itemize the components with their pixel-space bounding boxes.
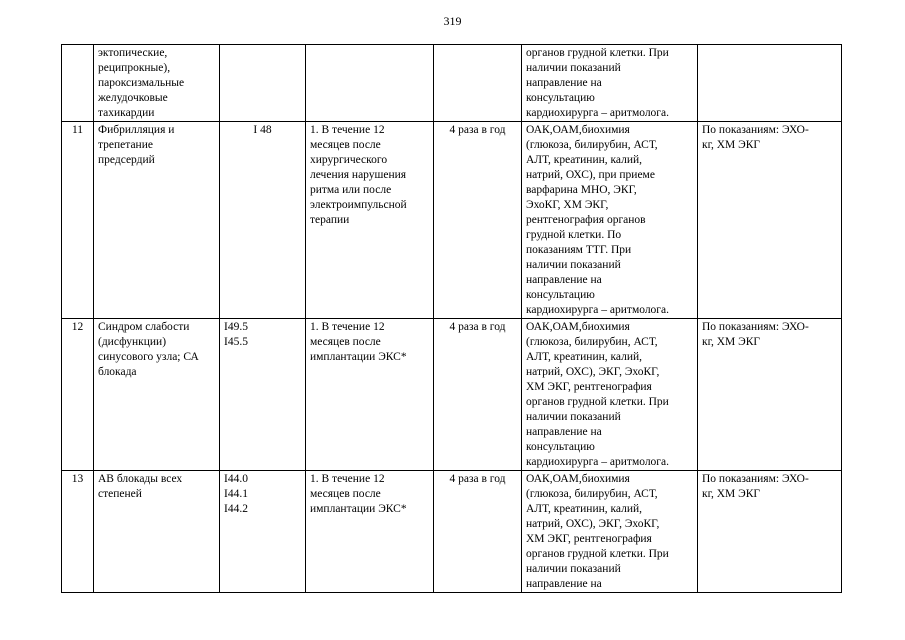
cell-text-line: ОАК,ОАМ,биохимия: [526, 473, 630, 485]
cell-text-line: I45.5: [224, 336, 248, 348]
cell-text-line: Фибрилляция и: [98, 124, 175, 136]
cell-text-line: (глюкоза, билирубин, АСТ,: [526, 488, 658, 500]
cell-text-line: I44.2: [224, 503, 248, 515]
cell-text-line: кг, ХМ ЭКГ: [702, 139, 761, 151]
cell-text-line: тахикардии: [98, 107, 155, 119]
icd-code-cell: [220, 471, 306, 593]
cell-text-line: консультацию: [526, 441, 595, 453]
cell-text-line: I49.5: [224, 321, 248, 333]
observation-term-cell: [306, 471, 434, 593]
cell-text-line: АВ блокады всех: [98, 473, 183, 485]
cell-text-line: терапии: [310, 214, 350, 226]
cell-text-line: кардиохирурга – аритмолога.: [526, 107, 670, 119]
cell-text-line: месяцев после: [310, 336, 381, 348]
cell-text-line: ритма или после: [310, 184, 392, 196]
cell-text-line: органов грудной клетки. При: [526, 396, 669, 408]
disease-cell: [94, 45, 220, 122]
cell-text-line: предсердий: [98, 154, 155, 166]
cell-text-line: эктопические,: [98, 47, 168, 59]
cell-text-line: ОАК,ОАМ,биохимия: [526, 321, 630, 333]
observation-term-cell: [306, 45, 434, 122]
cell-text-line: (дисфункции): [98, 336, 167, 348]
cell-text-line: направление на: [526, 578, 602, 590]
cell-text-line: консультацию: [526, 289, 595, 301]
cell-text-line: кг, ХМ ЭКГ: [702, 488, 761, 500]
cell-text-line: наличии показаний: [526, 563, 621, 575]
cell-text-line: I44.1: [224, 488, 248, 500]
additional-cell: [698, 319, 842, 471]
cell-text-line: лечения нарушения: [310, 169, 407, 181]
cell-text-line: I 48: [253, 124, 272, 136]
cell-text-line: синусового узла; СА: [98, 351, 199, 363]
cell-text-line: натрий, ОХС), при приеме: [526, 169, 655, 181]
cell-text-line: Синдром слабости: [98, 321, 190, 333]
cell-text-line: ЭхоКГ, ХМ ЭКГ,: [526, 199, 609, 211]
observation-table: [61, 44, 842, 593]
cell-text-line: ХМ ЭКГ, рентгенография: [526, 533, 652, 545]
frequency-cell: 4 раза в год: [434, 319, 522, 471]
cell-text-line: ОАК,ОАМ,биохимия: [526, 124, 630, 136]
additional-cell: [698, 471, 842, 593]
tests-cell: [522, 122, 698, 319]
cell-text-line: варфарина МНО, ЭКГ,: [526, 184, 637, 196]
disease-cell: [94, 319, 220, 471]
row-number-cell: 12: [62, 319, 94, 471]
disease-cell: [94, 122, 220, 319]
cell-text-line: кг, ХМ ЭКГ: [702, 336, 761, 348]
row-number-cell: 11: [62, 122, 94, 319]
cell-text-line: реципрокные),: [98, 62, 171, 74]
cell-text-line: По показаниям: ЭХО-: [702, 124, 809, 136]
cell-text-line: степеней: [98, 488, 142, 500]
table-row: [62, 45, 842, 122]
cell-text-line: рентгенография органов: [526, 214, 646, 226]
cell-text-line: блокада: [98, 366, 137, 378]
cell-text-line: направление на: [526, 274, 602, 286]
row-number-cell: 13: [62, 471, 94, 593]
frequency-cell: 4 раза в год: [434, 471, 522, 593]
row-number-cell: [62, 45, 94, 122]
frequency-cell: 4 раза в год: [434, 122, 522, 319]
cell-text-line: натрий, ОХС), ЭКГ, ЭхоКГ,: [526, 518, 660, 530]
disease-cell: [94, 471, 220, 593]
cell-text-line: показаниям ТТГ. При: [526, 244, 632, 256]
cell-text-line: АЛТ, креатинин, калий,: [526, 503, 643, 515]
cell-text-line: имплантации ЭКС*: [310, 503, 407, 515]
cell-text-line: I44.0: [224, 473, 248, 485]
cell-text-line: грудной клетки. По: [526, 229, 622, 241]
additional-cell: [698, 45, 842, 122]
page-number: 319: [443, 14, 462, 28]
tests-cell: [522, 319, 698, 471]
cell-text-line: пароксизмальные: [98, 77, 185, 89]
cell-text-line: наличии показаний: [526, 259, 621, 271]
cell-text-line: консультацию: [526, 92, 595, 104]
cell-text-line: месяцев после: [310, 139, 381, 151]
cell-text-line: По показаниям: ЭХО-: [702, 473, 809, 485]
observation-term-cell: [306, 122, 434, 319]
cell-text-line: 1. В течение 12: [310, 473, 385, 485]
observation-term-cell: [306, 319, 434, 471]
cell-text-line: По показаниям: ЭХО-: [702, 321, 809, 333]
cell-text-line: натрий, ОХС), ЭКГ, ЭхоКГ,: [526, 366, 660, 378]
cell-text-line: кардиохирурга – аритмолога.: [526, 304, 670, 316]
table-row: [62, 319, 842, 471]
table-body: [62, 45, 842, 593]
cell-text-line: электроимпульсной: [310, 199, 407, 211]
cell-text-line: трепетание: [98, 139, 153, 151]
table-row: [62, 471, 842, 593]
cell-text-line: направление на: [526, 77, 602, 89]
cell-text-line: желудочковые: [98, 92, 168, 104]
tests-cell: [522, 45, 698, 122]
table-row: [62, 122, 842, 319]
cell-text-line: направление на: [526, 426, 602, 438]
cell-text-line: хирургического: [310, 154, 388, 166]
cell-text-line: наличии показаний: [526, 62, 621, 74]
cell-text-line: (глюкоза, билирубин, АСТ,: [526, 336, 658, 348]
cell-text-line: органов грудной клетки. При: [526, 47, 669, 59]
icd-code-cell: [220, 122, 306, 319]
cell-text-line: ХМ ЭКГ, рентгенография: [526, 381, 652, 393]
cell-text-line: АЛТ, креатинин, калий,: [526, 154, 643, 166]
cell-text-line: органов грудной клетки. При: [526, 548, 669, 560]
frequency-cell: [434, 45, 522, 122]
icd-code-cell: [220, 45, 306, 122]
cell-text-line: кардиохирурга – аритмолога.: [526, 456, 670, 468]
tests-cell: [522, 471, 698, 593]
icd-code-cell: [220, 319, 306, 471]
cell-text-line: 1. В течение 12: [310, 321, 385, 333]
cell-text-line: имплантации ЭКС*: [310, 351, 407, 363]
cell-text-line: 1. В течение 12: [310, 124, 385, 136]
cell-text-line: АЛТ, креатинин, калий,: [526, 351, 643, 363]
additional-cell: [698, 122, 842, 319]
cell-text-line: наличии показаний: [526, 411, 621, 423]
cell-text-line: месяцев после: [310, 488, 381, 500]
cell-text-line: (глюкоза, билирубин, АСТ,: [526, 139, 658, 151]
